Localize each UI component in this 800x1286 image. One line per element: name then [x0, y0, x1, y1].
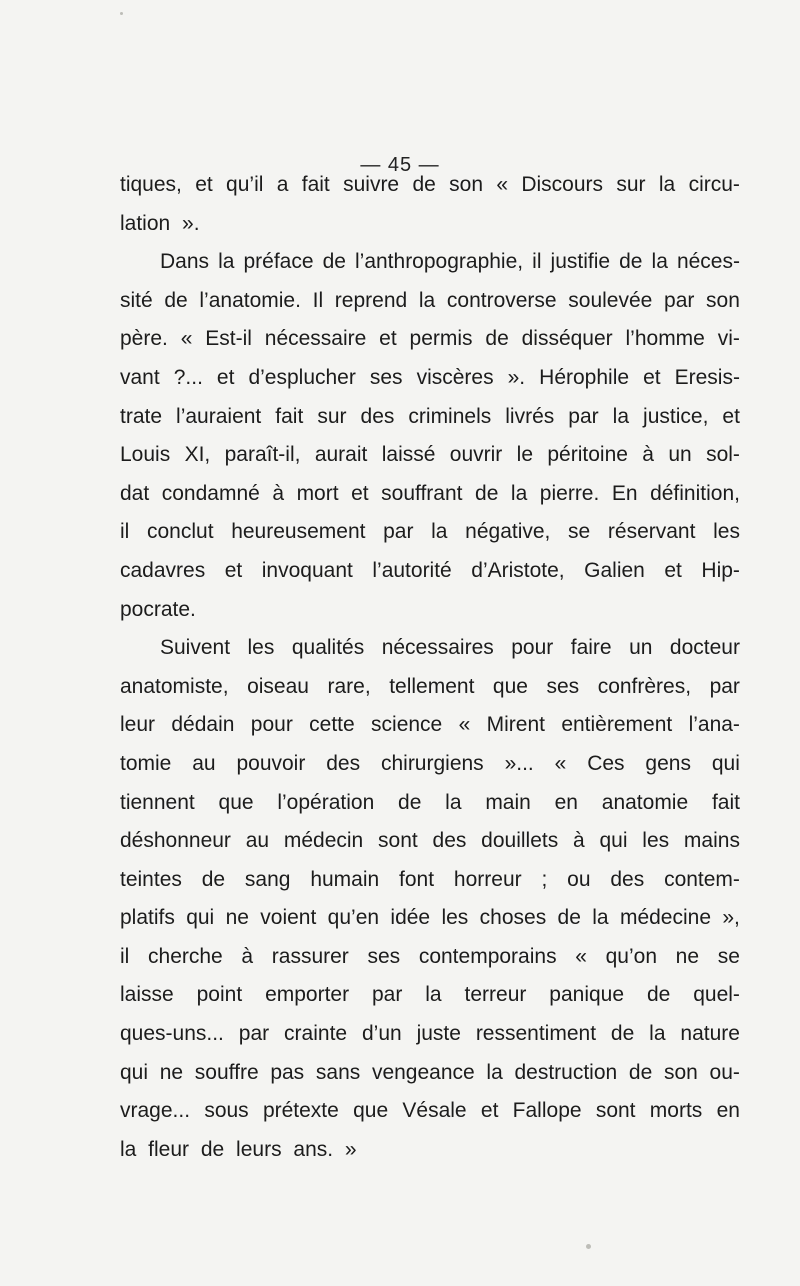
text-line: tiennent que l’opération de la main en anatomie fait — [120, 790, 740, 814]
text-line: vrage... sous prétexte que Vésale et Fallope sont morts en — [120, 1099, 740, 1123]
text-line: cadavres et invoquant l’autorité d’Aristote, Galien et Hip- — [120, 558, 740, 582]
text-line: sité de l’anatomie. Il reprend la controverse soulevée par son — [120, 288, 740, 312]
text-line: qui ne souffre pas sans vengeance la destruction de son ou- — [120, 1060, 740, 1084]
text-line: ques-uns... par crainte d’un juste ressentiment de la nature — [120, 1022, 740, 1046]
text-line: lation ». — [120, 211, 200, 235]
text-line: Suivent les qualités nécessaires pour faire un docteur — [160, 636, 740, 660]
text-line: trate l’auraient fait sur des criminels livrés par la justice, et — [120, 404, 740, 428]
text-line: père. « Est-il nécessaire et permis de disséquer l’homme vi- — [120, 327, 740, 351]
text-line: il conclut heureusement par la négative, se réservant les — [120, 520, 740, 544]
text-line: dat condamné à mort et souffrant de la pierre. En définition, — [120, 481, 740, 505]
text-line: déshonneur au médecin sont des douillets à qui les mains — [120, 829, 740, 853]
text-line: Louis XI, paraît-il, aurait laissé ouvrir le péritoine à un sol- — [120, 443, 740, 467]
paper-speck — [120, 12, 123, 15]
text-line: il cherche à rassurer ses contemporains « qu’on ne se — [120, 944, 740, 968]
text-line: vant ?... et d’esplucher ses viscères ». Hérophile et Eresis- — [120, 365, 740, 389]
text-line: tomie au pouvoir des chirurgiens »... « Ces gens qui — [120, 751, 740, 775]
body-text — [120, 166, 740, 1169]
text-line: pocrate. — [120, 597, 196, 621]
text-line: leur dédain pour cette science « Mirent entièrement l’ana- — [120, 713, 740, 737]
text-line: Dans la préface de l’anthropographie, il justifie de la néces- — [160, 250, 740, 274]
text-line: teintes de sang humain font horreur ; ou des contem- — [120, 867, 740, 891]
text-line: laisse point emporter par la terreur panique de quel- — [120, 983, 740, 1007]
text-line: tiques, et qu’il a fait suivre de son « Discours sur la circu- — [120, 173, 740, 196]
page-number: — 45 — — [360, 154, 440, 176]
text-line: la fleur de leurs ans. » — [120, 1137, 357, 1161]
text-line: anatomiste, oiseau rare, tellement que ses confrères, par — [120, 674, 740, 698]
text-line: platifs qui ne voient qu’en idée les choses de la médecine », — [120, 906, 740, 930]
paper-speck — [586, 1244, 591, 1249]
